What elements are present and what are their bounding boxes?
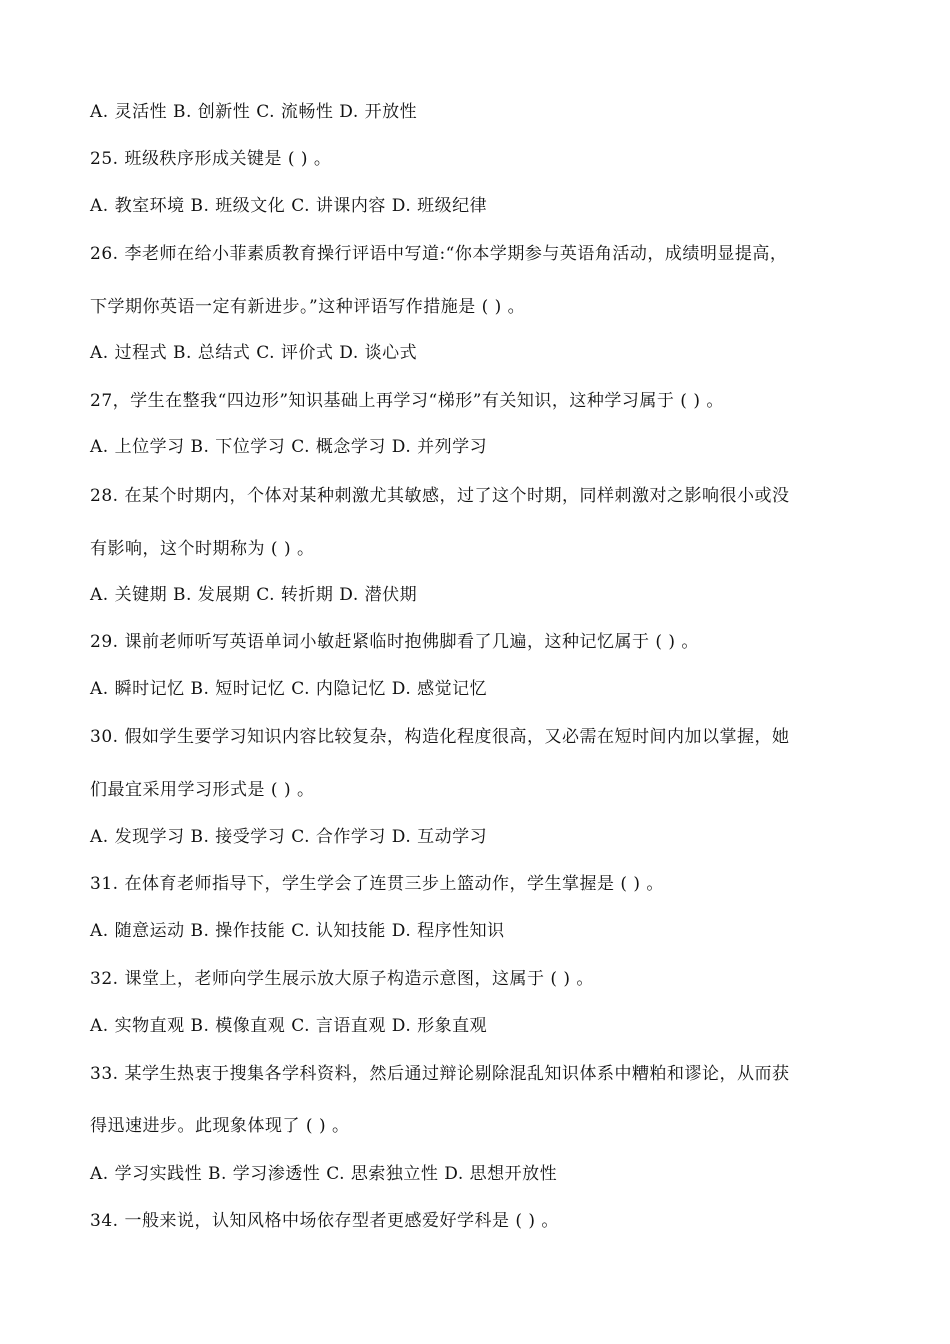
question-32: 32. 课堂上，老师向学生展示放大原子构造示意图，这属于 ( ) 。	[90, 969, 594, 989]
answer-options-28: A. 关键期 B. 发展期 C. 转折期 D. 潜伏期	[90, 585, 418, 605]
question-31: 31. 在体育老师指导下，学生学会了连贯三步上篮动作，学生掌握是 ( ) 。	[90, 874, 664, 894]
answer-options-24: A. 灵活性 B. 创新性 C. 流畅性 D. 开放性	[90, 102, 418, 122]
question-25: 25. 班级秩序形成关键是 ( ) 。	[90, 149, 332, 169]
answer-options-29: A. 瞬时记忆 B. 短时记忆 C. 内隐记忆 D. 感觉记忆	[90, 679, 488, 699]
answer-options-25: A. 教室环境 B. 班级文化 C. 讲课内容 D. 班级纪律	[90, 196, 488, 216]
question-29: 29. 课前老师听写英语单词小敏赶紧临时抱佛脚看了几遍，这种记忆属于 ( ) 。	[90, 632, 699, 652]
question-26-line-1: 26. 李老师在给小菲素质教育操行评语中写道:“你本学期参与英语角活动，成绩明显提高，	[90, 244, 788, 264]
question-28-line-1: 28. 在某个时期内，个体对某种刺激尤其敏感，过了这个时期，同样刺激对之影响很小或没	[90, 486, 790, 506]
answer-options-31: A. 随意运动 B. 操作技能 C. 认知技能 D. 程序性知识	[90, 921, 505, 941]
question-30-line-1: 30. 假如学生要学习知识内容比较复杂，构造化程度很高，又必需在短时间内加以掌握，她	[90, 727, 790, 747]
question-28-line-2: 有影响，这个时期称为 ( ) 。	[90, 539, 315, 559]
question-34: 34. 一般来说，认知风格中场依存型者更感爱好学科是 ( ) 。	[90, 1211, 559, 1231]
question-33-line-1: 33. 某学生热衷于搜集各学科资料，然后通过辩论剔除混乱知识体系中糟粕和谬论，从而获	[90, 1064, 790, 1084]
question-30-line-2: 们最宜采用学习形式是 ( ) 。	[90, 780, 315, 800]
answer-options-27: A. 上位学习 B. 下位学习 C. 概念学习 D. 并列学习	[90, 437, 488, 457]
answer-options-30: A. 发现学习 B. 接受学习 C. 合作学习 D. 互动学习	[90, 827, 488, 847]
question-26-line-2: 下学期你英语一定有新进步。”这种评语写作措施是 ( ) 。	[90, 297, 526, 317]
question-27: 27，学生在整我“四边形”知识基础上再学习“梯形”有关知识，这种学习属于 ( ) 。	[90, 391, 724, 411]
question-33-line-2: 得迅速进步。此现象体现了 ( ) 。	[90, 1116, 350, 1136]
answer-options-32: A. 实物直观 B. 模像直观 C. 言语直观 D. 形象直观	[90, 1016, 488, 1036]
answer-options-26: A. 过程式 B. 总结式 C. 评价式 D. 谈心式	[90, 343, 418, 363]
answer-options-33: A. 学习实践性 B. 学习渗透性 C. 思索独立性 D. 思想开放性	[90, 1164, 558, 1184]
